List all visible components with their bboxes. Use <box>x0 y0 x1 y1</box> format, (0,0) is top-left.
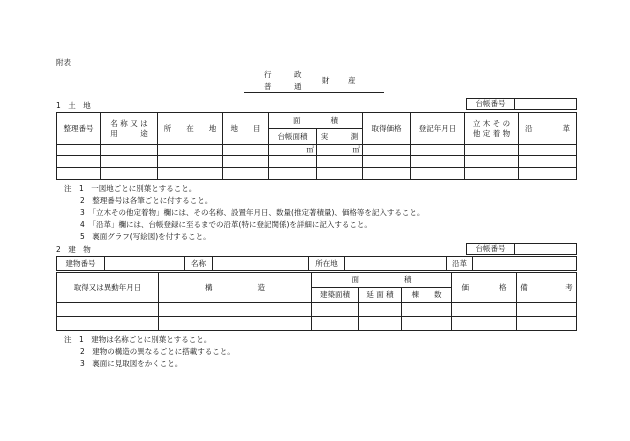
land-col-standing <box>465 113 519 145</box>
land-col-name-line2: 用 途 <box>110 129 148 138</box>
building-section-label: 2 建 物 <box>56 245 91 254</box>
land-cell[interactable] <box>101 145 158 156</box>
land-col-name-line1: 名 称 又 は <box>110 118 148 128</box>
land-ledger-no-label: 台帳番号 <box>467 99 515 110</box>
building-ledger-no-label: 台帳番号 <box>467 244 515 255</box>
land-unit-actual: ㎡ <box>317 145 363 156</box>
land-cell[interactable] <box>411 156 465 168</box>
building-note-2: 2 建物の構造の異なるごとに搭載すること。 <box>80 347 235 356</box>
building-ledger-no-field[interactable] <box>515 244 577 255</box>
land-col-acq-price: 取得価格 <box>363 113 411 145</box>
land-ledger-table <box>466 98 577 110</box>
land-col-area-ledger: 台帳面積 <box>269 129 317 145</box>
building-ledger-table <box>466 243 577 255</box>
building-note-3: 3 裏面に見取図をかくこと。 <box>80 359 183 368</box>
land-cell[interactable] <box>519 145 577 156</box>
land-cell[interactable] <box>223 156 269 168</box>
building-cell[interactable] <box>159 317 312 331</box>
table-row <box>57 156 577 168</box>
building-cell[interactable] <box>402 303 452 317</box>
building-name-field[interactable] <box>213 257 309 271</box>
land-cell[interactable] <box>317 156 363 168</box>
land-cell[interactable] <box>269 156 317 168</box>
building-history-field[interactable] <box>473 257 577 271</box>
building-id-table <box>56 256 577 271</box>
land-col-location: 所 在 地 <box>158 113 223 145</box>
building-col-price: 価 格 <box>452 273 517 303</box>
building-cell[interactable] <box>359 303 402 317</box>
land-cell[interactable] <box>411 168 465 180</box>
land-cell[interactable] <box>363 145 411 156</box>
land-col-area-actual: 実 測 <box>317 129 363 145</box>
land-cell[interactable] <box>411 145 465 156</box>
building-table <box>56 272 577 331</box>
title-char-1a: 行 <box>264 70 272 79</box>
building-history-label: 沿革 <box>447 257 473 271</box>
table-row <box>57 317 577 331</box>
building-col-total-floor-area: 延 面 積 <box>359 288 402 303</box>
building-note-1: 注 1 建物は名称ごとに別葉とすること。 <box>64 335 212 344</box>
building-cell[interactable] <box>312 303 359 317</box>
building-col-remarks: 備 考 <box>517 273 577 303</box>
land-section-label: 1 土 地 <box>56 101 91 110</box>
building-cell[interactable] <box>312 317 359 331</box>
land-col-name <box>101 113 158 145</box>
land-cell[interactable] <box>101 156 158 168</box>
building-cell[interactable] <box>452 317 517 331</box>
land-cell[interactable] <box>158 168 223 180</box>
land-cell[interactable] <box>363 156 411 168</box>
building-col-structure: 構 造 <box>159 273 312 303</box>
land-note-4: 4 「沿革」欄には、台帳登録に至るまでの沿革(特に登記関係)を詳細に記入すること。 <box>80 220 372 229</box>
land-cell[interactable] <box>465 156 519 168</box>
land-cell[interactable] <box>223 168 269 180</box>
land-cell[interactable] <box>465 145 519 156</box>
building-col-area: 面 積 <box>312 273 452 288</box>
building-col-floor-area: 建築面積 <box>312 288 359 303</box>
title-char-3b: 産 <box>348 76 356 85</box>
land-cell[interactable] <box>57 156 101 168</box>
land-table <box>56 112 577 180</box>
land-col-standing-line2: 他 定 着 物 <box>472 129 511 138</box>
land-cell[interactable] <box>57 168 101 180</box>
land-col-area: 面 積 <box>269 113 363 129</box>
land-col-category: 地 目 <box>223 113 269 145</box>
building-cell[interactable] <box>452 303 517 317</box>
appendix-label: 附表 <box>56 58 71 67</box>
building-no-field[interactable] <box>105 257 185 271</box>
land-col-history: 沿 革 <box>519 113 577 145</box>
building-no-label: 建物番号 <box>57 257 105 271</box>
title-underline <box>244 92 384 93</box>
building-cell[interactable] <box>402 317 452 331</box>
building-cell[interactable] <box>517 317 577 331</box>
land-cell[interactable] <box>519 156 577 168</box>
building-name-label: 名称 <box>185 257 213 271</box>
table-row <box>57 303 577 317</box>
land-col-serial: 整理番号 <box>57 113 101 145</box>
land-cell[interactable] <box>223 145 269 156</box>
building-cell[interactable] <box>57 303 159 317</box>
land-cell[interactable] <box>57 145 101 156</box>
land-col-standing-line1: 立 木 そ の <box>472 118 511 128</box>
building-cell[interactable] <box>517 303 577 317</box>
building-location-label: 所在地 <box>309 257 345 271</box>
land-note-1: 注 1 一図地ごとに別葉とすること。 <box>64 184 197 193</box>
land-cell[interactable] <box>269 168 317 180</box>
land-note-2: 2 整理番号は各筆ごとに付すること。 <box>80 196 213 205</box>
building-cell[interactable] <box>159 303 312 317</box>
land-cell[interactable] <box>363 168 411 180</box>
title-char-2b: 通 <box>294 82 302 91</box>
land-cell[interactable] <box>465 168 519 180</box>
table-row <box>57 168 577 180</box>
building-cell[interactable] <box>359 317 402 331</box>
land-cell[interactable] <box>317 168 363 180</box>
building-col-units: 棟 数 <box>402 288 452 303</box>
building-cell[interactable] <box>57 317 159 331</box>
land-unit-ledger: ㎡ <box>269 145 317 156</box>
land-cell[interactable] <box>158 156 223 168</box>
title-char-2a: 普 <box>264 82 272 91</box>
land-col-reg-date: 登記年月日 <box>411 113 465 145</box>
title-char-3a: 財 <box>322 76 330 85</box>
land-cell[interactable] <box>158 145 223 156</box>
building-location-field[interactable] <box>345 257 447 271</box>
land-cell[interactable] <box>101 168 158 180</box>
land-note-3: 3 「立木その他定着物」欄には、その名称、設置年月日、数量(推定著積量)、価格等を記入すること。 <box>80 208 425 217</box>
land-ledger-no-field[interactable] <box>515 99 577 110</box>
title-char-1b: 政 <box>294 70 302 79</box>
land-note-5: 5 裏面グラフ(写絵図)を付すること。 <box>80 232 211 241</box>
building-col-acq-date: 取得又は異動年月日 <box>57 273 159 303</box>
land-cell[interactable] <box>519 168 577 180</box>
